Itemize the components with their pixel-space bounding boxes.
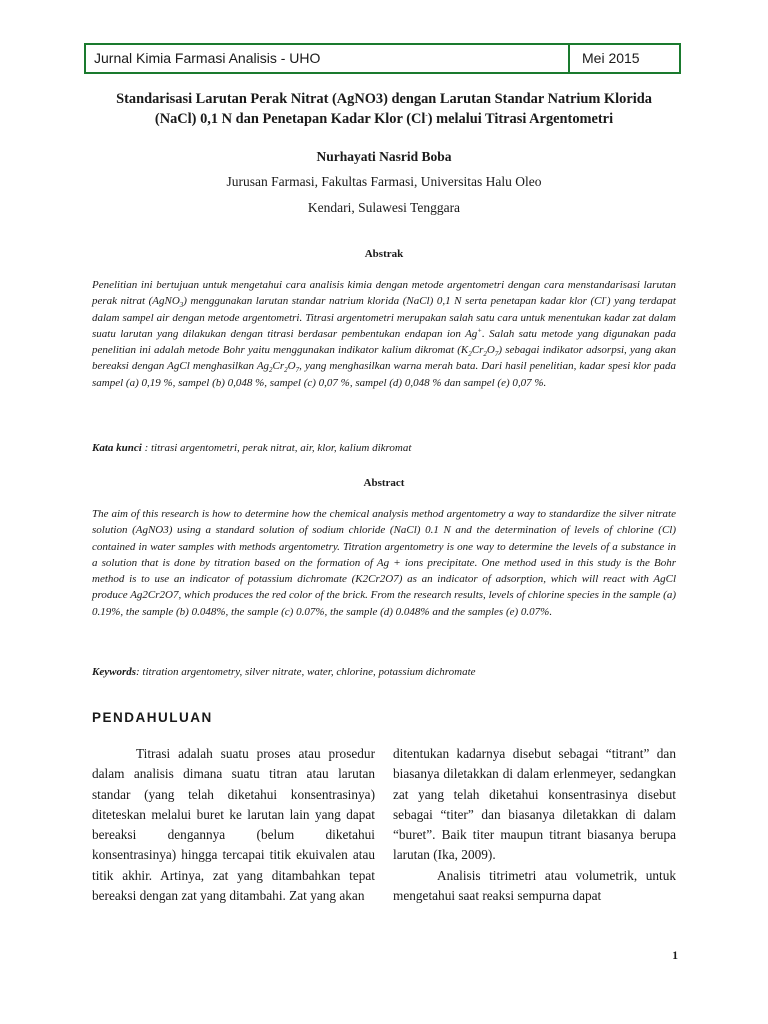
author-name: Nurhayati Nasrid Boba: [316, 149, 452, 164]
abstract-heading: Abstract: [363, 477, 405, 489]
abstrak-body: Penelitian ini bertujuan untuk mengetahui cara analisis kimia dengan metode argentometri dengan cara menstandarisasi larutan perak nitrat (AgNO$_3$) menggunakan larutan standar natrium klorida (NaCl) 0,1 N serta penetapan kadar klor (Cl-) yang terdapat dalam sampel air dengan metode argentometri. Titrasi argentometri merupakan salah satu cara untuk menentukan kadar zat dalam suatu larutan yang dilakukan dengan titrasi berdasar pembentukan endapan ion Ag+. Salah satu metode yang digunakan pada penelitian ini adalah metode Bohr yaitu menggunakan indikator kalium dikromat $(K_2Cr_2O_7)$ sebagai indikator adsorpsi, yang akan bereaksi dengan AgCl menghasilkan $Ag_2Cr_2O_7$, yang menghasilkan warna merah bata. Dari hasil penelitian, kadar spesi klor pada sampel (a) 0,19 %, sampel (b) 0,048 %, sampel (c) 0,07 %, sampel (d) 0,048 % dan sampel (e) 0,07 %.: [92, 279, 676, 389]
kata-kunci: Kata kunci : titrasi argentometri, perak nitrat, air, klor, kalium dikromat: [92, 442, 412, 454]
right-paragraph-1: ditentukan kadarnya disebut sebagai “titrant” dan biasanya diletakkan di dalam erlenmeyer, sedangkan zat yang telah diketahui konsentrasinya disebut sebagai “titer” dan biasanya diletakkan di dalam “buret”. Baik titer maupun titrant biasanya berupa larutan (Ika, 2009).: [393, 746, 676, 863]
paper-title: [80, 89, 688, 129]
right-column: [393, 744, 676, 906]
left-column: [92, 744, 375, 906]
author-affiliation: Jurusan Farmasi, Fakultas Farmasi, Universitas Halu Oleo: [226, 174, 542, 189]
title-line-1: Standarisasi Larutan Perak Nitrat (AgNO3) dengan Larutan Standar Natrium Klorida: [116, 91, 652, 107]
abstract-body: The aim of this research is how to determine how the chemical analysis method argentometry a way to standardize the silver nitrate solution (AgNO3) using a standard solution of sodium chloride (NaCl) 0.1 N and the determination of levels of chlorine (Cl) contained in water samples with methods argentometry. Titration argentometry is one way to determine the levels of a substance in a solution that is done by titration based on the formation of Ag + ions precipitate. One method used in this study is the Bohr method is to use an indicator of potassium dichromate (K2Cr2O7) as an indicator of adsorption, which will react with AgCl produce Ag2Cr2O7, which produces the red color of the brick. From the research results, levels of chlorine species in the sample (a) 0.19%, the sample (b) 0.048%, the sample (c) 0.07%, the sample (d) 0.048% and the samples (e) 0.07%.: [92, 508, 676, 618]
section-heading: PENDAHULUAN: [92, 710, 213, 725]
journal-name: Jurnal Kimia Farmasi Analisis - UHO: [86, 45, 570, 72]
title-line-2: (NaCl) 0,1 N dan Penetapan Kadar Klor (Cl-) melalui Titrasi Argentometri: [154, 111, 614, 127]
author-location: Kendari, Sulawesi Tenggara: [307, 200, 461, 215]
left-paragraph: Titrasi adalah suatu proses atau prosedur dalam analisis dimana suatu titran atau larutan standar (yang telah diketahui konsentrasinya) diteteskan melalui buret ke larutan lain yang dapat bereaksi dengannya (belum diketahui konsentrasinya) hingga tercapai titik ekuivalen atau titik akhir. Artinya, zat yang ditambahkan tepat bereaksi dengan zat yang ditambahi. Zat yang akan: [92, 746, 375, 904]
page-number: 1: [672, 950, 678, 962]
abstrak-heading: Abstrak: [364, 248, 404, 260]
keywords: Keywords: titration argentometry, silver nitrate, water, chlorine, potassium dichromate: [92, 666, 476, 678]
journal-header: [84, 43, 681, 74]
right-paragraph-2: Analisis titrimetri atau volumetrik, untuk mengetahui saat reaksi sempurna dapat: [393, 867, 676, 904]
issue-date: Mei 2015: [582, 50, 640, 66]
